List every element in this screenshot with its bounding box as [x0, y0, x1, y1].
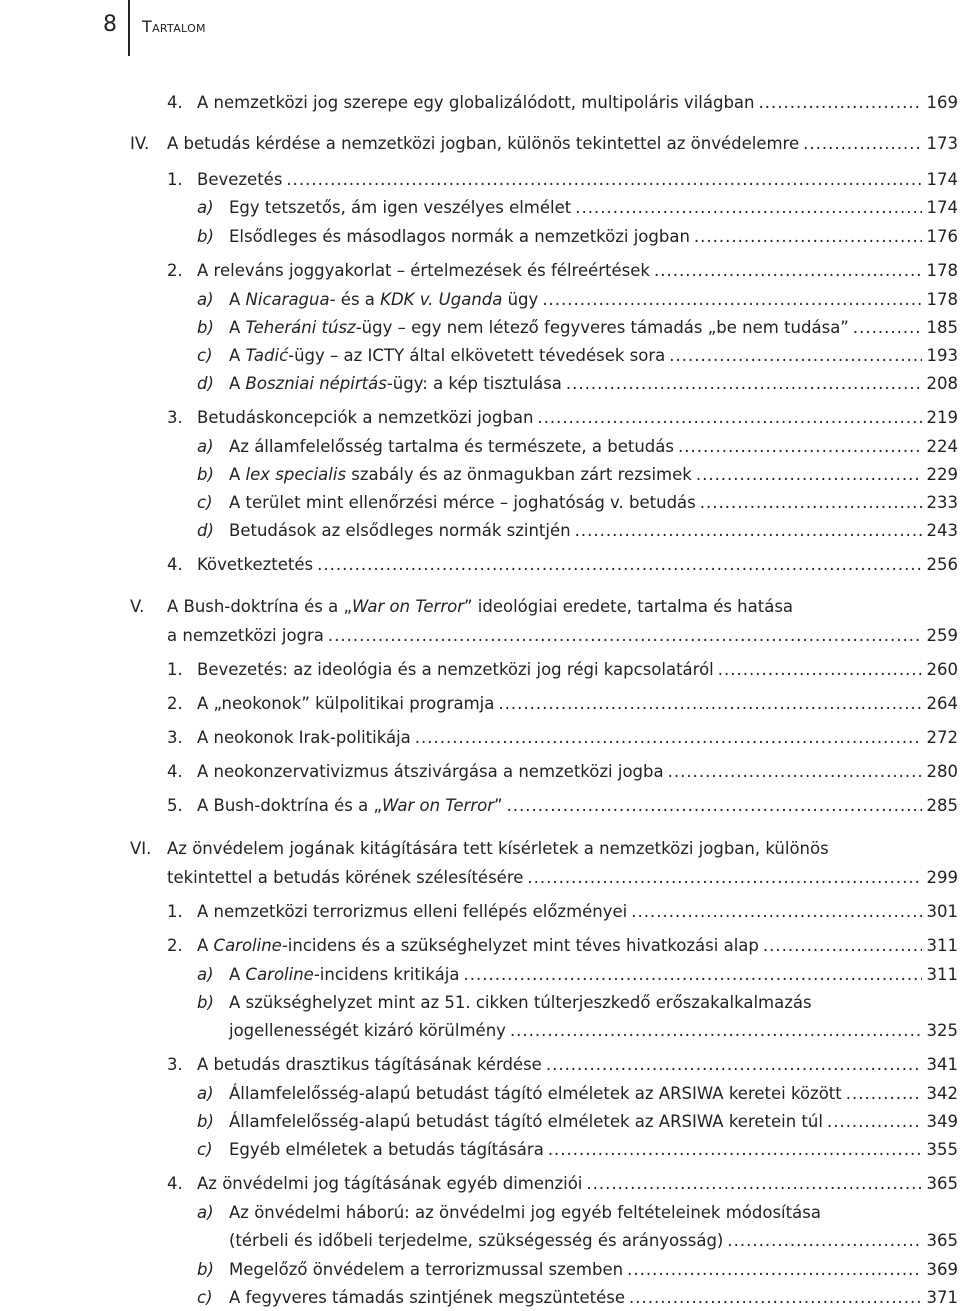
- toc-entry: [0, 343, 960, 369]
- dot-leader: [546, 1052, 922, 1078]
- entry-page-number: 272: [926, 728, 958, 747]
- entry-title: Következtetés: [197, 555, 314, 574]
- dot-leader: [537, 405, 922, 431]
- toc-entry: [0, 462, 960, 488]
- entry-page-number: 224: [926, 437, 958, 456]
- entry-page-number: 219: [926, 408, 958, 427]
- toc-entry: [0, 1257, 960, 1283]
- entry-number: a): [197, 290, 214, 309]
- toc-entry: [0, 405, 960, 431]
- entry-number: c): [197, 346, 213, 365]
- dot-leader: [853, 315, 922, 341]
- entry-number: c): [197, 493, 213, 512]
- dot-leader: [575, 195, 922, 221]
- toc-entry: [0, 793, 960, 819]
- entry-title: A Nicaragua- és a KDK v. Uganda ügy: [229, 290, 539, 309]
- dot-leader: [286, 167, 922, 193]
- entry-title: Az önvédelem jogának kitágítására tett kísérletek a nemzetközi jogban, különös: [167, 839, 829, 858]
- dot-leader: [586, 1171, 922, 1197]
- entry-number: b): [197, 1260, 214, 1279]
- dot-leader: [507, 793, 922, 819]
- toc-entry: [0, 933, 960, 959]
- entry-title: Az önvédelmi jog tágításának egyéb dimenziói: [197, 1174, 583, 1193]
- entry-number: a): [197, 965, 214, 984]
- entry-number: d): [197, 374, 214, 393]
- toc-entry: [0, 490, 960, 516]
- dot-leader: [627, 1257, 922, 1283]
- entry-title: Államfelelősség-alapú betudást tágító elméletek az ARSIWA keretei között: [229, 1084, 842, 1103]
- toc-entry: [0, 691, 960, 717]
- entry-page-number: 341: [926, 1055, 958, 1074]
- toc-entry: [0, 1018, 960, 1044]
- entry-page-number: 259: [926, 626, 958, 645]
- toc-entry: [0, 371, 960, 397]
- entry-number: 2.: [167, 936, 183, 955]
- toc-entry: [0, 1285, 960, 1311]
- entry-title: a nemzetközi jogra: [167, 626, 324, 645]
- toc-entry: [0, 90, 960, 116]
- entry-number: 4.: [167, 93, 183, 112]
- dot-leader: [527, 865, 922, 891]
- entry-page-number: 176: [926, 227, 958, 246]
- toc-entry: [0, 1109, 960, 1135]
- entry-title: Egyéb elméletek a betudás tágítására: [229, 1140, 544, 1159]
- entry-title: A Teheráni túsz-ügy – egy nem létező fegyveres támadás „be nem tudása”: [229, 318, 849, 337]
- toc-entry: [0, 552, 960, 578]
- entry-number: b): [197, 465, 214, 484]
- entry-page-number: 243: [926, 521, 958, 540]
- entry-number: 4.: [167, 762, 183, 781]
- entry-number: 5.: [167, 796, 183, 815]
- dot-leader: [763, 933, 922, 959]
- entry-page-number: 256: [926, 555, 958, 574]
- entry-page-number: 311: [926, 936, 958, 955]
- entry-number: 1.: [167, 170, 183, 189]
- entry-title: A „neokonok” külpolitikai programja: [197, 694, 495, 713]
- entry-number: c): [197, 1288, 213, 1307]
- toc-entry: [0, 725, 960, 751]
- entry-page-number: 301: [926, 902, 958, 921]
- toc-entry: [0, 594, 960, 620]
- dot-leader: [700, 490, 922, 516]
- entry-title: Az államfelelősség tartalma és természete, a betudás: [229, 437, 674, 456]
- dot-leader: [694, 224, 922, 250]
- dot-leader: [827, 1109, 922, 1135]
- entry-page-number: 173: [926, 134, 958, 153]
- dot-leader: [669, 343, 922, 369]
- entry-page-number: 369: [926, 1260, 958, 1279]
- toc-entry: [0, 657, 960, 683]
- dot-leader: [575, 518, 922, 544]
- entry-page-number: 178: [926, 290, 958, 309]
- entry-number: a): [197, 437, 214, 456]
- entry-number: 3.: [167, 408, 183, 427]
- toc-entry: [0, 962, 960, 988]
- dot-leader: [510, 1018, 922, 1044]
- entry-page-number: 299: [926, 868, 958, 887]
- entry-title: A lex specialis szabály és az önmagukban zárt rezsimek: [229, 465, 692, 484]
- entry-title: Az önvédelmi háború: az önvédelmi jog egyéb feltételeinek módosítása: [229, 1203, 821, 1222]
- entry-number: b): [197, 1112, 214, 1131]
- entry-number: b): [197, 227, 214, 246]
- toc-entry: [0, 1137, 960, 1163]
- toc-entry: [0, 434, 960, 460]
- entry-page-number: 174: [926, 198, 958, 217]
- dot-leader: [654, 258, 922, 284]
- chapter-roman-numeral: V.: [130, 597, 145, 616]
- entry-number: a): [197, 198, 214, 217]
- entry-number: a): [197, 1084, 214, 1103]
- dot-leader: [727, 1228, 922, 1254]
- toc-entry: [0, 518, 960, 544]
- dot-leader: [668, 759, 922, 785]
- entry-title: A terület mint ellenőrzési mérce – joghatóság v. betudás: [229, 493, 696, 512]
- entry-page-number: 178: [926, 261, 958, 280]
- entry-title: Betudások az elsődleges normák szintjén: [229, 521, 571, 540]
- entry-title: A nemzetközi terrorizmus elleni fellépés előzményei: [197, 902, 628, 921]
- entry-number: a): [197, 1203, 214, 1222]
- entry-number: c): [197, 1140, 213, 1159]
- entry-page-number: 260: [926, 660, 958, 679]
- entry-title: Egy tetszetős, ám igen veszélyes elmélet: [229, 198, 572, 217]
- dot-leader: [678, 434, 922, 460]
- toc-entry: [0, 990, 960, 1016]
- entry-page-number: 349: [926, 1112, 958, 1131]
- entry-page-number: 365: [926, 1231, 958, 1250]
- entry-title: A neokonzervativizmus átszivárgása a nemzetközi jogba: [197, 762, 664, 781]
- entry-number: 2.: [167, 261, 183, 280]
- toc-entry: [0, 836, 960, 862]
- entry-page-number: 174: [926, 170, 958, 189]
- entry-title: A Boszniai népirtás-ügy: a kép tisztulása: [229, 374, 562, 393]
- dot-leader: [415, 725, 922, 751]
- entry-number: 1.: [167, 902, 183, 921]
- dot-leader: [629, 1285, 922, 1311]
- entry-page-number: 193: [926, 346, 958, 365]
- section-title: Tartalom: [142, 17, 206, 36]
- entry-title: A betudás kérdése a nemzetközi jogban, különös tekintettel az önvédelemre: [167, 134, 800, 153]
- toc-entry: [0, 315, 960, 341]
- toc-entry: [0, 287, 960, 313]
- entry-number: 4.: [167, 555, 183, 574]
- chapter-roman-numeral: IV.: [130, 134, 150, 153]
- toc-entry: [0, 1200, 960, 1226]
- entry-title: A nemzetközi jog szerepe egy globalizálódott, multipoláris világban: [197, 93, 755, 112]
- entry-title: A Tadić-ügy – az ICTY által elkövetett tévedések sora: [229, 346, 666, 365]
- toc-entry: [0, 167, 960, 193]
- dot-leader: [328, 623, 922, 649]
- toc-entry: [0, 759, 960, 785]
- entry-page-number: 371: [926, 1288, 958, 1307]
- dot-leader: [566, 371, 922, 397]
- entry-title: Államfelelősség-alapú betudást tágító elméletek az ARSIWA keretein túl: [229, 1112, 823, 1131]
- entry-page-number: 229: [926, 465, 958, 484]
- entry-number: 4.: [167, 1174, 183, 1193]
- dot-leader: [542, 287, 922, 313]
- entry-number: 2.: [167, 694, 183, 713]
- entry-title: A Bush-doktrína és a „War on Terror” ideológiai eredete, tartalma és hatása: [167, 597, 794, 616]
- entry-title: Bevezetés: [197, 170, 283, 189]
- entry-title: A fegyveres támadás szintjének megszüntetése: [229, 1288, 626, 1307]
- entry-page-number: 311: [926, 965, 958, 984]
- toc-entry: [0, 195, 960, 221]
- entry-title: A Caroline-incidens kritikája: [229, 965, 460, 984]
- dot-leader: [463, 962, 922, 988]
- entry-title: tekintettel a betudás körének szélesítésére: [167, 868, 524, 887]
- entry-title: (térbeli és időbeli terjedelme, szükségesség és arányosság): [229, 1231, 724, 1250]
- toc-entry: [0, 131, 960, 157]
- toc-entry: [0, 1228, 960, 1254]
- entry-page-number: 264: [926, 694, 958, 713]
- entry-page-number: 233: [926, 493, 958, 512]
- entry-title: A releváns joggyakorlat – értelmezések és félreértések: [197, 261, 650, 280]
- entry-page-number: 355: [926, 1140, 958, 1159]
- toc-entry: [0, 899, 960, 925]
- entry-number: b): [197, 318, 214, 337]
- entry-title: Betudáskoncepciók a nemzetközi jogban: [197, 408, 534, 427]
- dot-leader: [759, 90, 923, 116]
- toc-entry: [0, 623, 960, 649]
- entry-number: d): [197, 521, 214, 540]
- toc-entry: [0, 865, 960, 891]
- entry-page-number: 365: [926, 1174, 958, 1193]
- entry-number: 3.: [167, 728, 183, 747]
- dot-leader: [696, 462, 922, 488]
- entry-title: Elsődleges és másodlagos normák a nemzetközi jogban: [229, 227, 690, 246]
- dot-leader: [803, 131, 922, 157]
- toc-entry: [0, 1171, 960, 1197]
- entry-page-number: 185: [926, 318, 958, 337]
- entry-page-number: 325: [926, 1021, 958, 1040]
- entry-page-number: 285: [926, 796, 958, 815]
- entry-title: A neokonok Irak-politikája: [197, 728, 411, 747]
- entry-page-number: 280: [926, 762, 958, 781]
- dot-leader: [498, 691, 922, 717]
- entry-page-number: 169: [926, 93, 958, 112]
- dot-leader: [631, 899, 922, 925]
- entry-title: jogellenességét kizáró körülmény: [229, 1021, 506, 1040]
- toc-entry: [0, 224, 960, 250]
- toc-entry: [0, 1081, 960, 1107]
- entry-title: A Caroline-incidens és a szükséghelyzet mint téves hivatkozási alap: [197, 936, 759, 955]
- entry-title: A betudás drasztikus tágításának kérdése: [197, 1055, 542, 1074]
- entry-title: Megelőző önvédelem a terrorizmussal szemben: [229, 1260, 624, 1279]
- dot-leader: [548, 1137, 922, 1163]
- entry-title: Bevezetés: az ideológia és a nemzetközi jog régi kapcsolatáról: [197, 660, 714, 679]
- dot-leader: [846, 1081, 922, 1107]
- entry-number: 1.: [167, 660, 183, 679]
- entry-number: 3.: [167, 1055, 183, 1074]
- entry-title: A szükséghelyzet mint az 51. cikken túlterjeszkedő erőszakalkalmazás: [229, 993, 812, 1012]
- entry-page-number: 208: [926, 374, 958, 393]
- dot-leader: [317, 552, 922, 578]
- entry-title: A Bush-doktrína és a „War on Terror”: [197, 796, 503, 815]
- toc-entry: [0, 1052, 960, 1078]
- chapter-roman-numeral: VI.: [130, 839, 152, 858]
- entry-number: b): [197, 993, 214, 1012]
- page-number: 8: [103, 12, 117, 37]
- entry-page-number: 342: [926, 1084, 958, 1103]
- dot-leader: [718, 657, 922, 683]
- toc-entry: [0, 258, 960, 284]
